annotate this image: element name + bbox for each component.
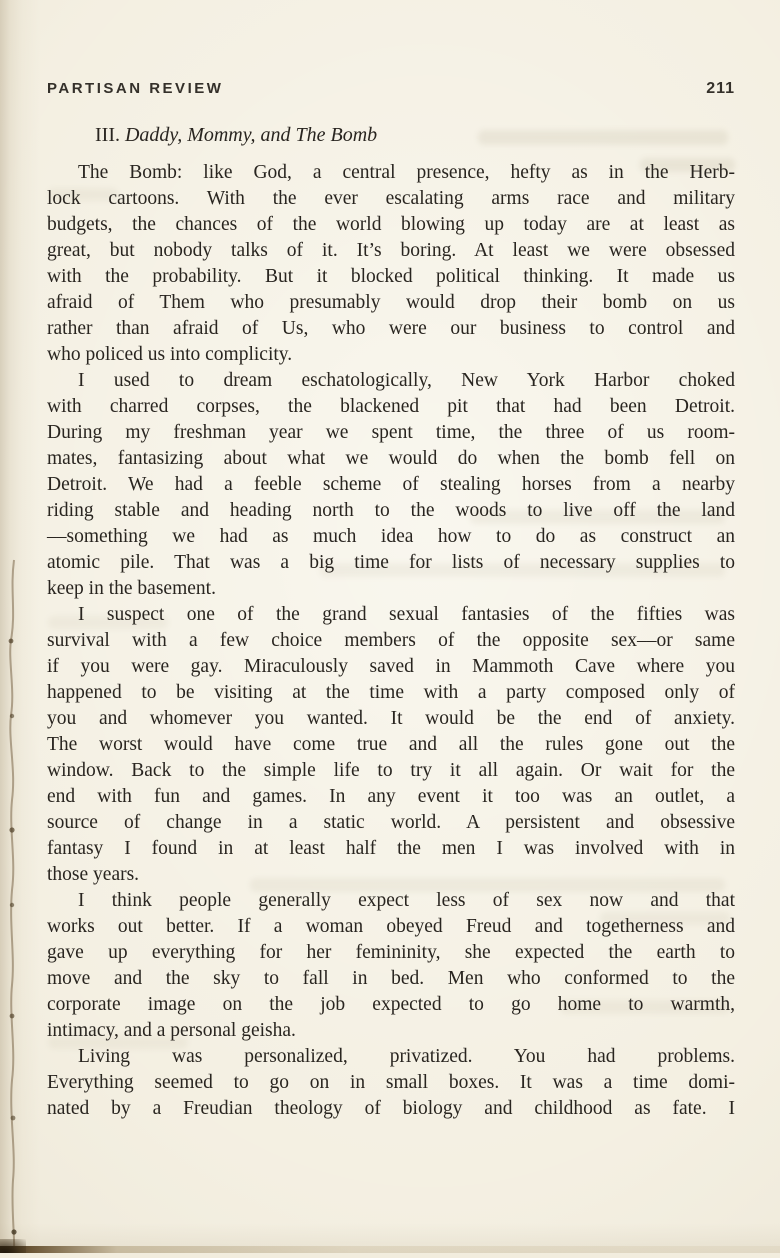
text-line: great, but nobody talks of it. It’s boring. At least we were obsessed bbox=[47, 240, 735, 261]
page-left-edge bbox=[0, 0, 30, 1253]
page-number: 211 bbox=[706, 80, 735, 97]
text-line: lock cartoons. With the ever escalating arms race and military bbox=[47, 188, 735, 209]
text-line: I used to dream eschatologically, New York Harbor choked bbox=[78, 370, 735, 391]
text-line: The worst would have come true and all the rules gone out the bbox=[47, 734, 735, 755]
text-line: with the probability. But it blocked political thinking. It made us bbox=[47, 266, 735, 287]
text-line: those years. bbox=[47, 864, 140, 885]
text-line: keep in the basement. bbox=[47, 578, 216, 599]
running-header bbox=[47, 80, 735, 98]
text-line: Everything seemed to go on in small boxes. It was a time domi- bbox=[47, 1072, 735, 1093]
text-line: riding stable and heading north to the woods to live off the land bbox=[47, 500, 735, 521]
text-line: window. Back to the simple life to try it all again. Or wait for the bbox=[47, 760, 735, 781]
text-line: source of change in a static world. A persistent and obsessive bbox=[47, 812, 735, 833]
deckled-edge-line bbox=[0, 0, 30, 1253]
text-line: Living was personalized, privatized. You had problems. bbox=[78, 1046, 735, 1067]
text-line: if you were gay. Miraculously saved in Mammoth Cave where you bbox=[47, 656, 735, 677]
text-line: mates, fantasizing about what we would do when the bomb fell on bbox=[47, 448, 735, 469]
section-numeral: III. bbox=[95, 124, 120, 146]
body-text bbox=[47, 160, 735, 1122]
text-line: end with fun and games. In any event it too was an outlet, a bbox=[47, 786, 735, 807]
text-line: with charred corpses, the blackened pit that had been Detroit. bbox=[47, 396, 735, 417]
text-line: fantasy I found in at least half the men I was involved with in bbox=[47, 838, 735, 859]
text-line: who policed us into complicity. bbox=[47, 344, 293, 365]
text-line: budgets, the chances of the world blowing up today are at least as bbox=[47, 214, 735, 235]
journal-title: PARTISAN REVIEW bbox=[47, 80, 224, 97]
section-title: Daddy, Mommy, and The Bomb bbox=[124, 124, 378, 146]
section-heading bbox=[47, 122, 735, 148]
text-line: The Bomb: like God, a central presence, hefty as in the Herb- bbox=[78, 162, 735, 183]
text-line: I think people generally expect less of sex now and that bbox=[78, 890, 735, 911]
text-line: rather than afraid of Us, who were our business to control and bbox=[47, 318, 735, 339]
text-line: During my freshman year we spent time, the three of us room- bbox=[47, 422, 735, 443]
text-line: gave up everything for her femininity, she expected the earth to bbox=[47, 942, 735, 963]
text-line: I suspect one of the grand sexual fantasies of the fifties was bbox=[78, 604, 735, 625]
text-line: survival with a few choice members of the opposite sex––or same bbox=[47, 630, 735, 651]
text-line: you and whomever you wanted. It would be the end of anxiety. bbox=[47, 708, 735, 729]
text-line: atomic pile. That was a big time for lists of necessary supplies to bbox=[47, 552, 735, 573]
text-line: corporate image on the job expected to go home to warmth, bbox=[47, 994, 735, 1015]
text-line: works out better. If a woman obeyed Freud and togetherness and bbox=[47, 916, 735, 937]
text-line: happened to be visiting at the time with a party composed only of bbox=[47, 682, 735, 703]
text-line: intimacy, and a personal geisha. bbox=[47, 1020, 296, 1041]
text-line: nated by a Freudian theology of biology and childhood as fate. I bbox=[47, 1098, 735, 1119]
text-line: afraid of Them who presumably would drop their bomb on us bbox=[47, 292, 735, 313]
text-line: ––something we had as much idea how to do as construct an bbox=[47, 526, 735, 547]
bottom-left-blot bbox=[0, 1239, 26, 1253]
text-line: Detroit. We had a feeble scheme of stealing horses from a nearby bbox=[47, 474, 735, 495]
page-bottom-edge bbox=[0, 1246, 780, 1253]
page-content bbox=[47, 122, 735, 1122]
text-line: move and the sky to fall in bed. Men who conformed to the bbox=[47, 968, 735, 989]
